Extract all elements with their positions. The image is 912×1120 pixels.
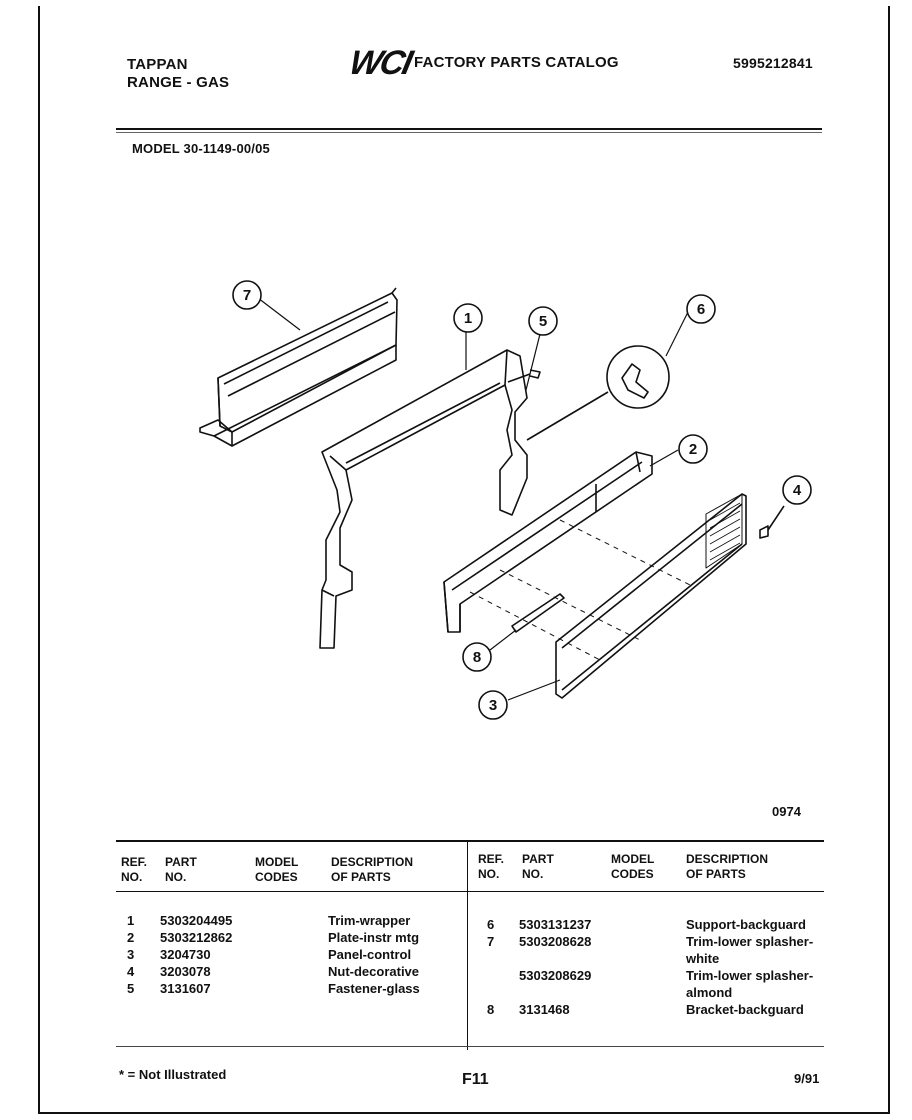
part-no: 3204730 bbox=[160, 947, 211, 962]
description: Support-backguard bbox=[686, 917, 806, 932]
description: Trim-wrapper bbox=[328, 913, 411, 928]
ref-no: 1 bbox=[127, 913, 135, 928]
description: Trim-lower splasher- white bbox=[686, 934, 814, 966]
callout-3-label: 3 bbox=[488, 697, 498, 714]
wci-logo: WCI bbox=[346, 44, 415, 82]
header-description-right: DESCRIPTION OF PARTS bbox=[686, 852, 769, 881]
header-ref-no: REF. NO. bbox=[121, 855, 148, 884]
part-8-bracket-backguard bbox=[512, 594, 564, 632]
ref-no: 4 bbox=[127, 964, 135, 979]
brand-name: TAPPAN bbox=[127, 56, 188, 73]
header-description: DESCRIPTION OF PARTS bbox=[331, 855, 414, 884]
page-number: F11 bbox=[462, 1071, 489, 1088]
description: Trim-lower splasher- almond bbox=[686, 968, 814, 1000]
ref-no: 7 bbox=[487, 934, 495, 949]
part-no: 5303131237 bbox=[519, 917, 592, 932]
part-no: 3203078 bbox=[160, 964, 211, 979]
header-part-no: PART NO. bbox=[165, 855, 197, 884]
catalog-title: FACTORY PARTS CATALOG bbox=[414, 54, 619, 71]
part-6-support-backguard bbox=[527, 346, 669, 440]
part-no: 5303208628 bbox=[519, 934, 592, 949]
table-header-rule bbox=[116, 891, 824, 892]
callout-8-label: 8 bbox=[472, 649, 482, 666]
part-7-trim-lower-splasher bbox=[200, 288, 397, 446]
ref-no: 2 bbox=[127, 930, 135, 945]
description: Nut-decorative bbox=[328, 964, 420, 979]
callout-4-label: 4 bbox=[792, 482, 802, 499]
header-ref-no-right: REF. NO. bbox=[478, 852, 505, 881]
table-bottom-rule bbox=[116, 1046, 824, 1047]
product-type: RANGE - GAS bbox=[127, 74, 230, 91]
part-no: 3131607 bbox=[160, 981, 211, 996]
callout-5-label: 5 bbox=[538, 313, 548, 330]
model-number: MODEL 30-1149-00/05 bbox=[132, 141, 270, 156]
part-4-nut-decorative bbox=[760, 506, 784, 538]
description: Bracket-backguard bbox=[686, 1002, 804, 1017]
table-top-rule bbox=[116, 840, 824, 842]
description: Panel-control bbox=[328, 947, 412, 962]
table-divider bbox=[467, 840, 468, 1050]
part-3-panel-control bbox=[556, 494, 746, 698]
description: Plate-instr mtg bbox=[328, 930, 420, 945]
part-no: 5303212862 bbox=[160, 930, 233, 945]
callout-7-label: 7 bbox=[242, 287, 252, 304]
part-no: 3131468 bbox=[519, 1002, 570, 1017]
header-part-no-right: PART NO. bbox=[522, 852, 554, 881]
callout-1-label: 1 bbox=[463, 310, 473, 327]
not-illustrated-note: * = Not Illustrated bbox=[119, 1067, 227, 1082]
revision-date: 9/91 bbox=[794, 1071, 820, 1086]
header-model-codes-right: MODEL CODES bbox=[611, 852, 655, 881]
ref-no: 3 bbox=[127, 947, 135, 962]
part-2-plate-instr-mtg bbox=[444, 452, 652, 632]
callout-2-label: 2 bbox=[688, 441, 698, 458]
header-model-codes: MODEL CODES bbox=[255, 855, 299, 884]
part-no: 5303208629 bbox=[519, 968, 592, 983]
ref-no: 8 bbox=[487, 1002, 495, 1017]
catalog-number: 5995212841 bbox=[733, 55, 813, 71]
ref-no: 5 bbox=[127, 981, 135, 996]
part-1-trim-wrapper bbox=[320, 350, 527, 648]
callout-6-label: 6 bbox=[696, 301, 706, 318]
description: Fastener-glass bbox=[328, 981, 420, 996]
diagram-code: 0974 bbox=[772, 804, 801, 819]
part-no: 5303204495 bbox=[160, 913, 233, 928]
ref-no: 6 bbox=[487, 917, 495, 932]
